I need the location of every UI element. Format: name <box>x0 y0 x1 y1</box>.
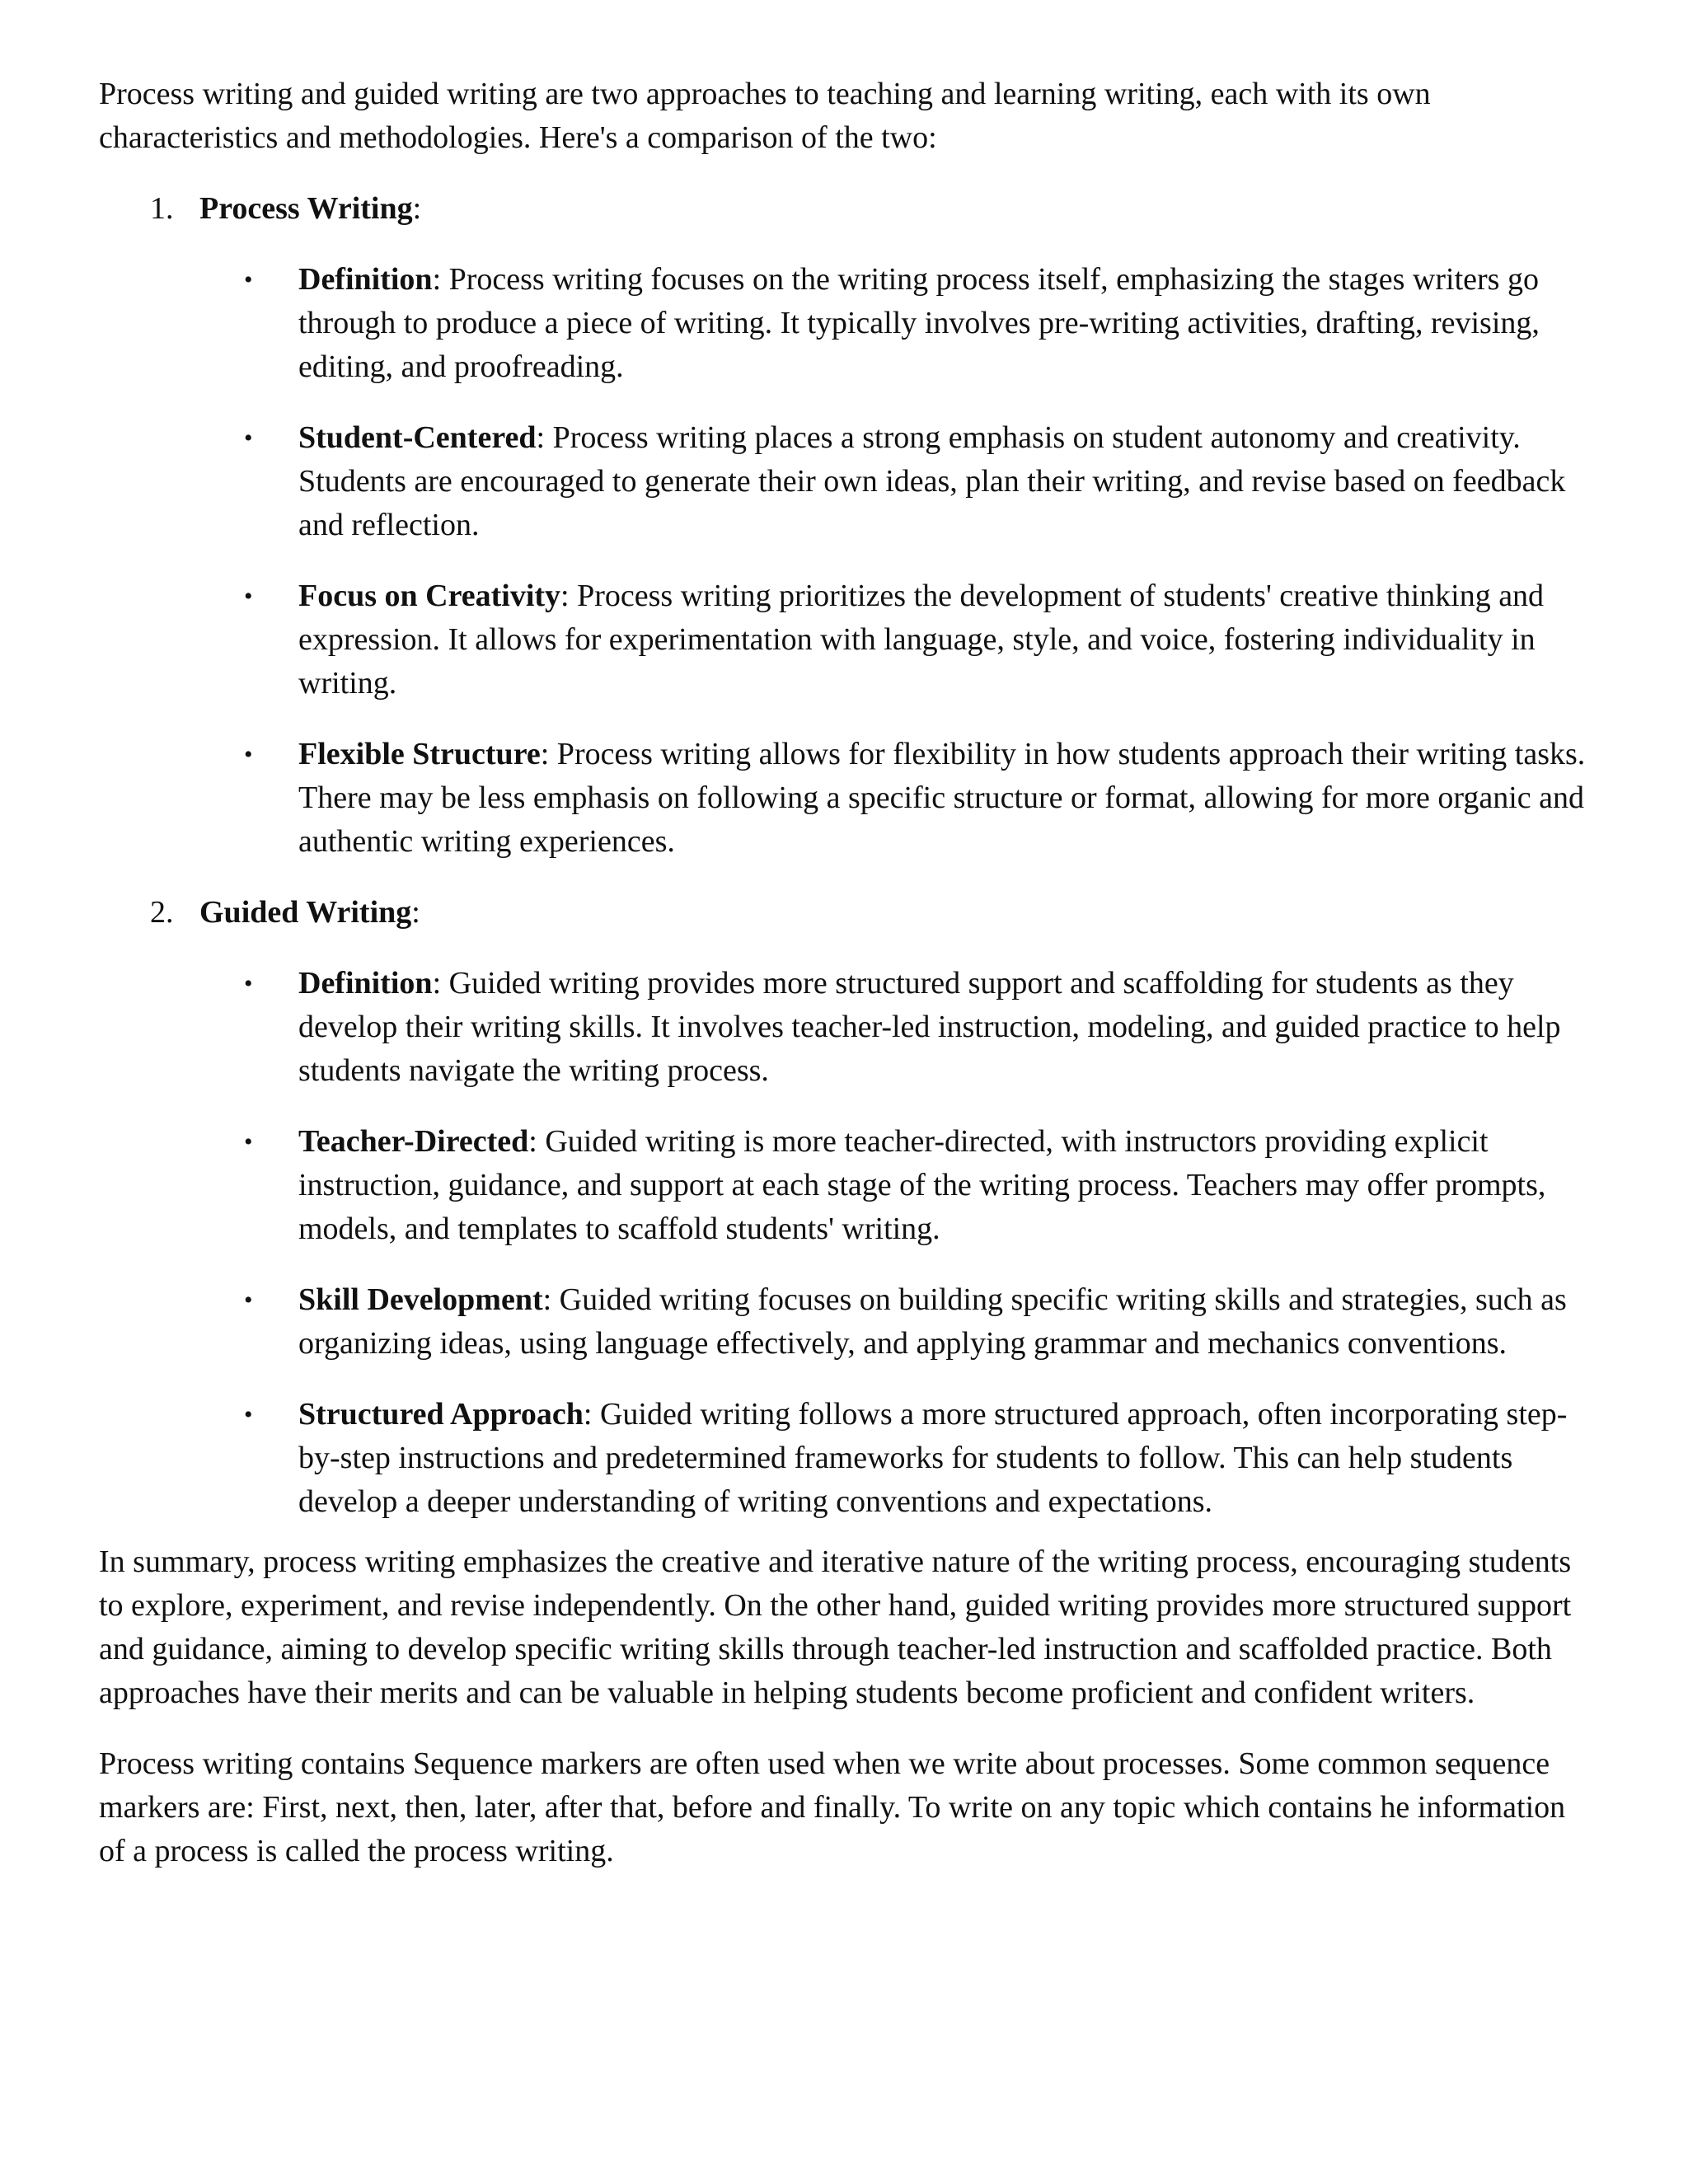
list-item <box>99 416 1599 547</box>
section-heading-guided-writing <box>99 891 1599 935</box>
item-text: : Guided writing follows a more structured approach, often incorporating step-by-step instructions and predetermined frameworks for students to follow. This can help students develop a deeper understanding of writing conventions and expectations. <box>298 1397 1568 1519</box>
list-item <box>99 1278 1599 1366</box>
list-item <box>99 1393 1599 1524</box>
item-term: Skill Development <box>298 1282 543 1317</box>
bullet-icon: • <box>244 424 253 452</box>
intro-paragraph: Process writing and guided writing are two approaches to teaching and learning writing, each with its own characteristics and methodologies. Here's a comparison of the two: <box>99 77 1431 155</box>
item-term: Focus on Creativity <box>298 579 561 613</box>
section-title: Process Writing <box>199 191 413 226</box>
item-term: Structured Approach <box>298 1397 584 1432</box>
item-text: : Guided writing focuses on building specific writing skills and strategies, such as organizing ideas, using language effectively, and applying grammar and mechanics conventions. <box>298 1282 1567 1361</box>
item-term: Teacher-Directed <box>298 1124 529 1159</box>
item-text: : Process writing focuses on the writing process itself, emphasizing the stages writers go through to produce a piece of writing. It typically involves pre-writing activities, drafting, revising, editing, and proofreading. <box>298 262 1540 384</box>
list-item <box>99 962 1599 1093</box>
section-title: Guided Writing <box>199 895 412 930</box>
item-text: : Guided writing is more teacher-directed, with instructors providing explicit instruction, guidance, and support at each stage of the writing process. Teachers may offer prompts, models, and templates to scaffold students' writing. <box>298 1124 1546 1246</box>
item-text: : Process writing prioritizes the development of students' creative thinking and expression. It allows for experimentation with language, style, and voice, fostering individuality in writing. <box>298 579 1545 701</box>
item-text: : Process writing places a strong emphasis on student autonomy and creativity. Students are encouraged to generate their own ideas, plan their writing, and revise based on feedback and reflection. <box>298 420 1566 542</box>
list-item <box>99 574 1599 705</box>
item-term: Definition <box>298 966 433 1001</box>
section-heading-process-writing <box>99 187 1599 231</box>
process-writing-list <box>99 258 1599 864</box>
bullet-icon: • <box>244 583 253 610</box>
document-page <box>99 73 1599 1873</box>
bullet-icon: • <box>244 266 253 293</box>
section-suffix: : <box>411 895 420 930</box>
bullet-icon: • <box>244 1286 253 1314</box>
bullet-icon: • <box>244 1128 253 1155</box>
bullet-icon: • <box>244 1401 253 1428</box>
bullet-icon: • <box>244 970 253 997</box>
guided-writing-list <box>99 962 1599 1524</box>
item-text: : Process writing allows for flexibility in how students approach their writing tasks. There may be less emphasis on following a specific structure or format, allowing for more organic and authentic writing experiences. <box>298 737 1586 859</box>
item-text: : Guided writing provides more structured support and scaffolding for students as they develop their writing skills. It involves teacher-led instruction, modeling, and guided practice to help students navigate the writing process. <box>298 966 1561 1088</box>
list-item <box>99 1120 1599 1251</box>
summary-paragraph: In summary, process writing emphasizes the creative and iterative nature of the writing process, encouraging students to explore, experiment, and revise independently. On the other hand, guided writing provides more structured support and guidance, aiming to develop specific writing skills through teacher-led instruction and scaffolded practice. Both approaches have their merits and can be valuable in helping students become proficient and confident writers. <box>99 1544 1572 1710</box>
section-suffix: : <box>412 191 422 226</box>
closing-paragraph: Process writing contains Sequence markers are often used when we write about processes. Some common sequence markers are: First, next, then, later, after that, before and finally. To write on any topic which contains he information of a process is called the process writing. <box>99 1746 1566 1868</box>
bullet-icon: • <box>244 741 253 768</box>
section-number: 1. <box>150 191 174 226</box>
list-item <box>99 733 1599 864</box>
list-item <box>99 258 1599 389</box>
item-term: Flexible Structure <box>298 737 541 771</box>
item-term: Student-Centered <box>298 420 537 455</box>
item-term: Definition <box>298 262 433 297</box>
section-number: 2. <box>150 895 174 930</box>
